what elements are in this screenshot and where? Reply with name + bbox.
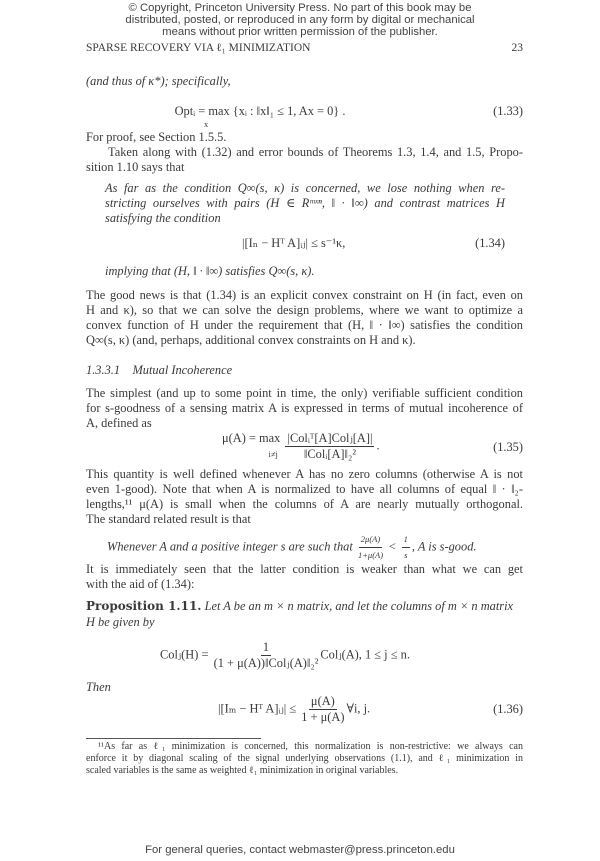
result-statement	[107, 532, 527, 563]
fraction-numerator: |Colᵢᵀ[A]Colⱼ[A]|	[287, 431, 373, 445]
quote-line: implying that (H, ‖ · ‖∞) satisfies Q∞(s, κ).	[105, 264, 315, 278]
text-line: The good news is that (1.34) is an explicit convex constraint on H (in fact, even on	[86, 288, 523, 302]
equation-1-35: μ(A) = max i≠j $\frac{\text{|Colᵢᵀ[A]Colⱼ[A]|}}{\text{‖Colᵢ[A]‖₂²}}$ .	[222, 431, 380, 461]
text-line: Taken along with (1.32) and error bounds of Theorems 1.3, 1.4, and 1.5, Propo-	[108, 145, 523, 159]
text-line: It is immediately seen that the latter condition is weaker than what we can get	[86, 562, 523, 576]
fraction-numerator: 1	[262, 640, 270, 654]
quote-line: stricting ourselves with pairs (H ∈ Rᵐˣⁿ, ‖ · ‖∞) and contrast matrices H	[105, 196, 505, 210]
proposition-line: H be given by	[86, 615, 155, 629]
equation-text: Optᵢ = max {xᵢ : ‖x‖₁ ≤ 1, Ax = 0} .	[174, 104, 346, 118]
running-title: SPARSE RECOVERY VIA ℓ₁ MINIMIZATION	[86, 42, 311, 54]
equation-col-h	[160, 640, 460, 671]
proposition-label: Proposition 1.11.	[86, 599, 202, 613]
footnote-line: enforce it by diagonal scaling of the signal underlying observations (1.1), and ℓ₁ minimization in	[86, 753, 523, 764]
equation-number: (1.36)	[493, 702, 523, 716]
equation-subscript: i≠j	[268, 449, 278, 459]
statement-text: Whenever A and a positive integer s are such that	[107, 539, 353, 554]
fraction-numerator: μ(A)	[310, 694, 335, 708]
quote-line: satisfying the condition	[105, 211, 221, 225]
watermark-line: distributed, posted, or reproduced in any form by digital or mechanical	[125, 14, 475, 26]
equation-1-34: |[Iₙ − Hᵀ A]ᵢⱼ| ≤ s⁻¹κ,	[242, 236, 346, 250]
equation-lhs: μ(A) = max	[222, 431, 281, 445]
statement-text: , A is s-good.	[411, 539, 477, 554]
equation-lhs: |[Iₘ − Hᵀ A]ᵢⱼ| ≤	[218, 701, 297, 716]
text-line: even 1-good). Note that when A is normalized to have all columns of equal ‖ · ‖₂-	[86, 482, 523, 496]
proposition-text: Let A be an m × n matrix, and let the columns of m × n matrix	[204, 599, 514, 613]
text-line: Then	[86, 680, 111, 694]
footnote-divider	[86, 738, 261, 739]
footnote-line: ¹¹As far as ℓ₁ minimization is concerned, this normalization is non-restrictive: we always can	[98, 741, 523, 752]
watermark-line: © Copyright, Princeton University Press. No part of this book may be	[128, 2, 472, 14]
equation-number: (1.35)	[493, 440, 523, 454]
text-line: This quantity is well defined whenever A has no zero columns (otherwise A is not	[86, 467, 523, 481]
text-line: Q∞(s, κ) (and, perhaps, additional convex constraints on H and κ).	[86, 333, 416, 347]
proposition-line	[86, 599, 523, 614]
equation-subscript: x	[204, 119, 209, 129]
footnote-line: scaled variables is the same as weighted ℓ₁ minimization in original variables.	[86, 765, 399, 776]
fraction-denominator: 1 + μ(A)	[301, 710, 345, 724]
fraction-denominator: ‖Colᵢ[A]‖₂²	[303, 447, 357, 461]
text-line: A, defined as	[86, 416, 152, 430]
text-line: for s-goodness of a sensing matrix A is expressed in terms of mutual incoherence of	[86, 401, 523, 415]
text-line: (and thus of κ*); specifically,	[86, 74, 231, 88]
less-than: <	[388, 539, 397, 554]
watermark-line: means without prior written permission of the publisher.	[162, 26, 438, 38]
equation-rhs: Colⱼ(A), 1 ≤ j ≤ n.	[320, 647, 410, 662]
fraction-denominator: s	[404, 550, 408, 560]
page-number: 23	[511, 42, 523, 54]
text-line: with the aid of (1.34):	[86, 577, 195, 591]
equation-rhs: ∀i, j.	[346, 701, 371, 716]
text-line: H and κ), so that we can solve the design problems, where we want to optimize a	[86, 303, 523, 317]
fraction-numerator: 1	[402, 532, 410, 548]
text-line: For proof, see Section 1.5.5.	[86, 130, 227, 144]
text-line: lengths,¹¹ μ(A) is small when the columns of A are nearly mutually orthogonal.	[86, 497, 523, 511]
fraction-denominator: 1+μ(A)	[357, 550, 384, 560]
equation-number: (1.33)	[493, 104, 523, 118]
text-line: convex function of H under the requirement that (H, ‖ · ‖∞) satisfies the condition	[86, 318, 523, 332]
equation-1-36	[218, 694, 418, 725]
equation-number: (1.34)	[475, 236, 505, 250]
fraction-denominator: (1 + μ(A))‖Colⱼ(A)‖₂²	[213, 656, 319, 670]
text-line: The simplest (and up to some point in time, the only) verifiable sufficient condition	[86, 386, 523, 400]
page-footer: For general queries, contact webmaster@press.princeton.edu	[145, 844, 455, 856]
fraction-numerator: 2μ(A)	[359, 532, 382, 548]
equation-1-33	[160, 104, 360, 119]
section-heading: 1.3.3.1 Mutual Incoherence	[86, 363, 233, 377]
text-line: sition 1.10 says that	[86, 160, 185, 174]
equation-lhs: Colⱼ(H) =	[160, 647, 209, 662]
text-line: The standard related result is that	[86, 512, 251, 526]
quote-line: As far as the condition Q∞(s, κ) is concerned, we lose nothing when re-	[105, 181, 505, 195]
